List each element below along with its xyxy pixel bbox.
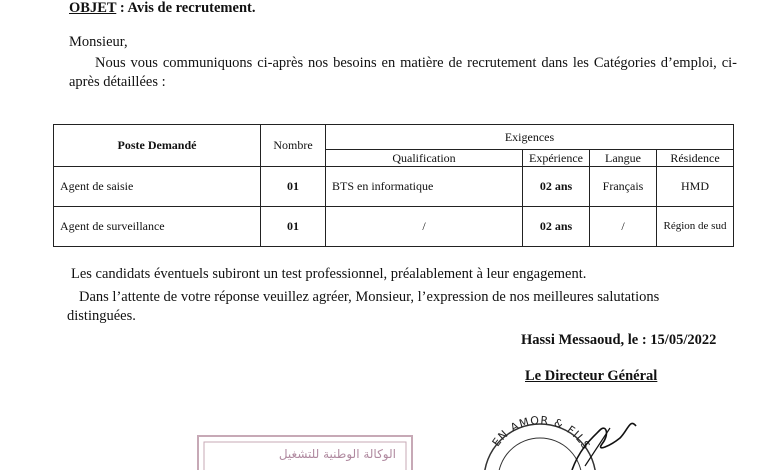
requirements-table bbox=[53, 124, 734, 247]
intro-text: Nous vous communiquons ci-après nos besoins en matière de recrutement dans les Catégories d’emploi, ci-après détaillées : bbox=[69, 55, 737, 90]
cell-langue: Français bbox=[590, 167, 657, 207]
header-residence: Résidence bbox=[657, 150, 734, 167]
svg-text:الوكالة الوطنية للتشغيل: الوكالة الوطنية للتشغيل bbox=[278, 447, 396, 461]
cell-experience: 02 ans bbox=[523, 167, 590, 207]
salutation: Monsieur, bbox=[69, 34, 128, 50]
objet-label: OBJET bbox=[69, 0, 117, 16]
header-nombre: Nombre bbox=[261, 125, 326, 167]
closing-text: Dans l’attente de votre réponse veuillez agréer, Monsieur, l’expression de nos meilleures salutations distinguées. bbox=[67, 289, 660, 324]
objet-text: : Avis de recrutement. bbox=[116, 0, 256, 16]
cell-nombre: 01 bbox=[261, 167, 326, 207]
place-date: Hassi Messaoud, le : 15/05/2022 bbox=[521, 332, 717, 348]
cell-qualification: / bbox=[326, 207, 523, 247]
intro-paragraph bbox=[69, 54, 737, 92]
cell-nombre: 01 bbox=[261, 207, 326, 247]
test-notice: Les candidats éventuels subiront un test professionnel, préalablement à leur engagement. bbox=[71, 266, 587, 282]
header-exigences: Exigences bbox=[326, 125, 734, 150]
cell-langue: / bbox=[590, 207, 657, 247]
table-header-row bbox=[54, 125, 734, 150]
header-langue: Langue bbox=[590, 150, 657, 167]
objet-line bbox=[69, 0, 255, 17]
agency-stamp bbox=[196, 432, 416, 475]
cell-residence: Région de sud bbox=[657, 207, 734, 247]
header-experience: Expérience bbox=[523, 150, 590, 167]
table-row bbox=[54, 167, 734, 207]
closing-paragraph bbox=[67, 288, 717, 326]
table-row bbox=[54, 207, 734, 247]
cell-poste: Agent de saisie bbox=[54, 167, 261, 207]
company-seal bbox=[460, 408, 660, 475]
cell-poste: Agent de surveillance bbox=[54, 207, 261, 247]
header-poste: Poste Demandé bbox=[54, 125, 261, 167]
signer-title: Le Directeur Général bbox=[525, 368, 658, 384]
cell-experience: 02 ans bbox=[523, 207, 590, 247]
svg-text:EN AMOR & FILS: EN AMOR & FILS bbox=[489, 413, 593, 453]
cell-residence: HMD bbox=[657, 167, 734, 207]
header-qualification: Qualification bbox=[326, 150, 523, 167]
cell-qualification: BTS en informatique bbox=[326, 167, 523, 207]
